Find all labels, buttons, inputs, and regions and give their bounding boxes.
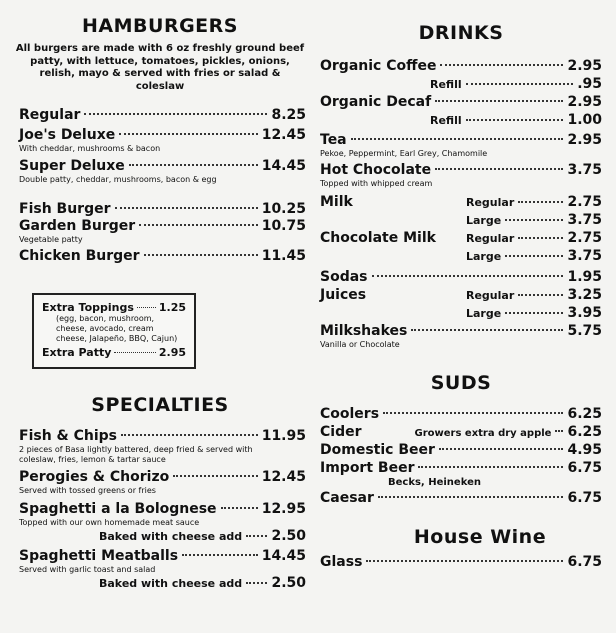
leader-dots [84, 113, 267, 115]
addon-price: 2.50 [271, 575, 306, 591]
item-price: 2.95 [567, 94, 602, 110]
menu-item-super-deluxe [19, 158, 306, 174]
leader-dots [246, 535, 267, 537]
drinks-title: DRINKS [418, 22, 504, 44]
item-name: Organic Decaf [320, 94, 432, 110]
item-description: Served with garlic toast and salad [19, 565, 156, 574]
menu-item-milkshakes [320, 323, 602, 339]
size-label: Large [466, 250, 502, 263]
item-price: 11.45 [261, 248, 306, 264]
menu-item-caesar [320, 490, 602, 506]
menu-item-milk [320, 194, 602, 210]
item-description: Double patty, cheddar, mushrooms, bacon & egg [19, 175, 217, 184]
burger-list [19, 107, 306, 264]
size-row [466, 230, 602, 246]
size-price: 2.75 [567, 230, 602, 246]
item-price: 10.25 [261, 201, 306, 217]
extra-toppings-price: 1.25 [158, 301, 186, 314]
item-name: Perogies & Chorizo [19, 469, 170, 485]
item-price: 6.25 [567, 424, 602, 440]
addon-row [99, 575, 306, 591]
item-name: Import Beer [320, 460, 415, 476]
menu-item-fish-burger [19, 201, 306, 217]
size-label: Large [466, 214, 502, 227]
item-name: Coolers [320, 406, 380, 422]
item-price: 6.25 [567, 406, 602, 422]
item-description: Topped with our own homemade meat sauce [19, 518, 200, 527]
addon-price: 2.50 [271, 528, 306, 544]
item-name: Super Deluxe [19, 158, 125, 174]
item-name: Sodas [320, 269, 368, 285]
item-price: 2.95 [567, 132, 602, 148]
leader-dots [518, 201, 563, 203]
item-name: Spaghetti Meatballs [19, 548, 179, 564]
size-price: 3.25 [567, 287, 602, 303]
item-description: Pekoe, Peppermint, Earl Grey, Chamomile [320, 149, 488, 158]
item-name: Garden Burger [19, 218, 136, 234]
extra-patty-price: 2.95 [158, 346, 186, 359]
item-price: 6.75 [567, 460, 602, 476]
leader-dots [435, 100, 563, 102]
refill-label: Refill [430, 78, 462, 91]
refill-price: .95 [577, 76, 602, 92]
menu-item-organic-decaf [320, 94, 602, 110]
leader-dots [440, 64, 563, 66]
menu-item-chicken-burger [19, 248, 306, 264]
item-name: Regular [19, 107, 81, 123]
item-name: Cider [320, 424, 362, 440]
item-price: 1.95 [567, 269, 602, 285]
item-name: Chicken Burger [19, 248, 140, 264]
item-name: Spaghetti a la Bolognese [19, 501, 217, 517]
item-price: 12.45 [261, 127, 306, 143]
leader-dots [129, 164, 258, 166]
item-price: 6.75 [567, 490, 602, 506]
item-price: 3.75 [567, 162, 602, 178]
menu-item-garden-burger [19, 218, 306, 234]
size-price: 3.95 [567, 305, 602, 321]
house-wine-title: House Wine [413, 526, 547, 548]
item-price: 5.75 [567, 323, 602, 339]
item-name: Organic Coffee [320, 58, 437, 74]
item-name: Domestic Beer [320, 442, 435, 458]
item-name: Juices [320, 287, 367, 303]
menu-item-joes-deluxe [19, 127, 306, 143]
size-label: Regular [466, 196, 515, 209]
leader-dots [246, 582, 267, 584]
item-name: Milkshakes [320, 323, 408, 339]
item-description: Vegetable patty [19, 235, 83, 244]
refill-price: 1.00 [567, 112, 602, 128]
size-row [466, 305, 602, 321]
size-row [466, 194, 602, 210]
drinks-list [320, 58, 602, 350]
item-description: Served with tossed greens or fries [19, 486, 156, 495]
menu-item-import-beer [320, 460, 602, 476]
item-name: Hot Chocolate [320, 162, 432, 178]
leader-dots [144, 254, 258, 256]
extra-toppings-box [32, 293, 196, 369]
item-description: 2 pieces of Basa lightly battered, deep fried & served with coleslaw, fries, lemon & tartar sauce [19, 445, 253, 464]
item-name: Chocolate Milk [320, 230, 436, 246]
item-price: 2.95 [567, 58, 602, 74]
addon-label: Baked with cheese add [99, 577, 243, 590]
item-price: 14.45 [261, 158, 306, 174]
menu-item-cider [320, 424, 602, 440]
item-name: Joe's Deluxe [19, 127, 116, 143]
suds-list [320, 406, 602, 506]
item-description: With cheddar, mushrooms & bacon [19, 144, 161, 153]
leader-dots [411, 329, 563, 331]
item-name: Milk [320, 194, 353, 210]
item-description: Topped with whipped cream [320, 179, 433, 188]
item-price: 14.45 [261, 548, 306, 564]
item-price: 8.25 [271, 107, 306, 123]
leader-dots [221, 507, 258, 509]
item-price: 10.75 [261, 218, 306, 234]
leader-dots [555, 430, 563, 432]
leader-dots [505, 255, 563, 257]
size-row [466, 212, 602, 228]
left-column [14, 0, 306, 264]
menu-item-spaghetti-bolognese [19, 501, 306, 517]
size-price: 2.75 [567, 194, 602, 210]
item-name: Fish Burger [19, 201, 111, 217]
leader-dots [137, 307, 156, 308]
specialties-title: SPECIALTIES [91, 394, 229, 416]
leader-dots [378, 496, 564, 498]
item-name: Tea [320, 132, 347, 148]
size-price: 3.75 [567, 248, 602, 264]
item-price: 11.95 [261, 428, 306, 444]
menu-item-perogies-chorizo [19, 469, 306, 485]
leader-dots [518, 294, 563, 296]
item-name: Glass [320, 554, 363, 570]
menu-item-domestic-beer [320, 442, 602, 458]
suds-title: SUDS [430, 372, 492, 394]
leader-dots [418, 466, 563, 468]
leader-dots [139, 224, 258, 226]
leader-dots [121, 434, 258, 436]
item-note: Becks, Heineken [388, 477, 481, 488]
leader-dots [518, 237, 563, 239]
item-price: 12.45 [261, 469, 306, 485]
item-note: Growers extra dry apple [414, 428, 552, 439]
menu-item-regular [19, 107, 306, 123]
extra-toppings-description: (egg, bacon, mushroom, cheese, avocado, cream cheese, Jalapeño, BBQ, Cajun) [56, 314, 178, 343]
menu-item-glass [320, 554, 602, 570]
leader-dots [505, 219, 563, 221]
refill-label: Refill [430, 114, 462, 127]
size-label: Large [466, 307, 502, 320]
menu-item-chocolate-milk [320, 230, 602, 246]
leader-dots [182, 554, 258, 556]
specialties-section [14, 394, 306, 591]
item-price: 12.95 [261, 501, 306, 517]
item-price: 4.95 [567, 442, 602, 458]
leader-dots [383, 412, 563, 414]
leader-dots [439, 448, 564, 450]
leader-dots [351, 138, 564, 140]
right-column [320, 0, 602, 570]
leader-dots [114, 352, 155, 353]
size-price: 3.75 [567, 212, 602, 228]
leader-dots [173, 475, 257, 477]
extra-toppings-row [42, 301, 186, 314]
item-name: Caesar [320, 490, 374, 506]
refill-row [430, 112, 602, 128]
menu-item-tea [320, 132, 602, 148]
size-row [466, 287, 602, 303]
extra-patty-label: Extra Patty [42, 346, 112, 359]
item-price: 6.75 [567, 554, 602, 570]
menu-item-organic-coffee [320, 58, 602, 74]
item-description: Vanilla or Chocolate [320, 340, 400, 349]
specialties-list [19, 428, 306, 591]
size-row [466, 248, 602, 264]
size-label: Regular [466, 232, 515, 245]
leader-dots [119, 133, 257, 135]
size-label: Regular [466, 289, 515, 302]
leader-dots [435, 168, 563, 170]
addon-label: Baked with cheese add [99, 530, 243, 543]
addon-row [99, 528, 306, 544]
item-name: Fish & Chips [19, 428, 118, 444]
menu-item-hot-chocolate [320, 162, 602, 178]
hamburgers-intro: All burgers are made with 6 oz freshly ground beef patty, with lettuce, tomatoes, pickles, onions, relish, mayo & served with fries or salad & coleslaw [15, 43, 305, 92]
extra-patty-row [42, 346, 186, 359]
leader-dots [505, 312, 563, 314]
leader-dots [466, 83, 574, 85]
menu-item-juices [320, 287, 602, 303]
extra-toppings-label: Extra Toppings [42, 301, 134, 314]
menu-item-spaghetti-meatballs [19, 548, 306, 564]
leader-dots [372, 275, 564, 277]
hamburgers-title: HAMBURGERS [82, 15, 238, 37]
menu-item-coolers [320, 406, 602, 422]
menu-item-fish-chips [19, 428, 306, 444]
leader-dots [466, 119, 564, 121]
leader-dots [115, 207, 258, 209]
refill-row [430, 76, 602, 92]
leader-dots [366, 560, 563, 562]
menu-item-sodas [320, 269, 602, 285]
